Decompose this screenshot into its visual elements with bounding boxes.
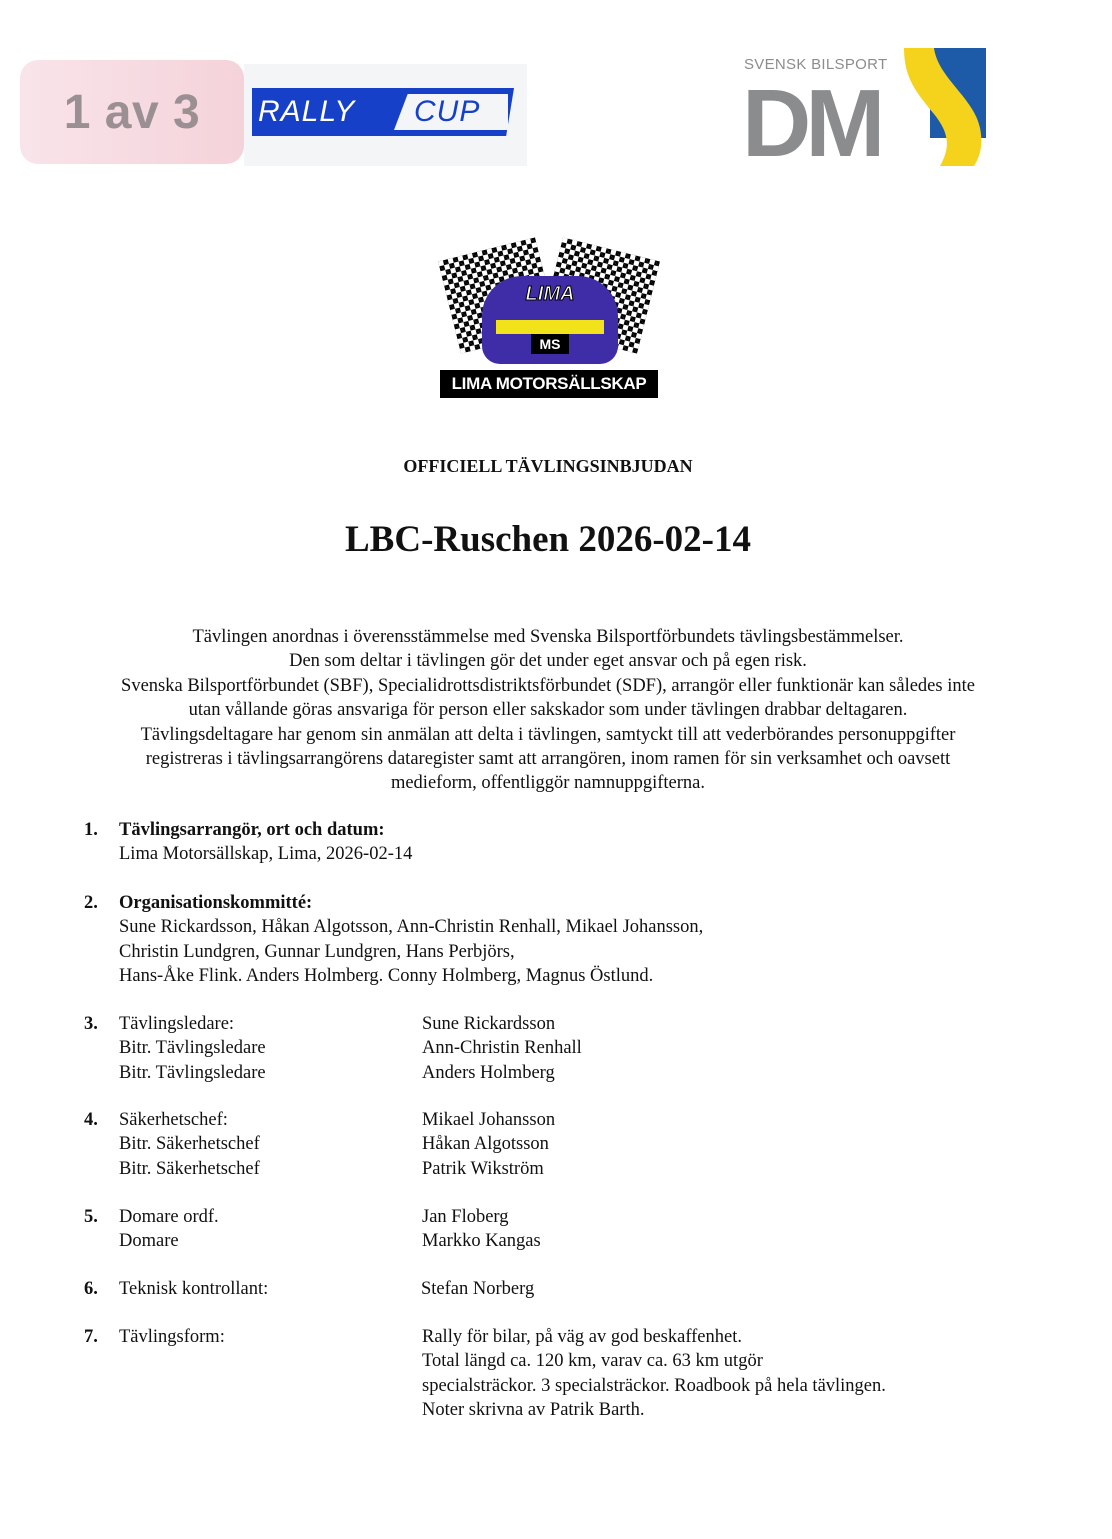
document-kicker: OFFICIELL TÄVLINGSINBJUDAN [403, 456, 693, 476]
section-number: 6. [84, 1279, 98, 1299]
section-3 [84, 1012, 984, 1087]
section-5 [84, 1205, 984, 1255]
section-number: 7. [84, 1327, 98, 1347]
role-value: Ann-Christin Renhall [422, 1038, 582, 1059]
role-value: Stefan Norberg [421, 1279, 535, 1299]
section-line: Sune Rickardsson, Håkan Algotsson, Ann-Christin Renhall, Mikael Johansson, [119, 917, 704, 938]
rally-car-icon [482, 276, 618, 364]
role-value: Mikael Johansson [422, 1110, 556, 1130]
section-line: Lima Motorsällskap, Lima, 2026-02-14 [119, 844, 413, 865]
section-7 [84, 1325, 1044, 1425]
role-label: Domare [119, 1231, 179, 1252]
role-label: Tävlingsform: [119, 1327, 225, 1347]
section-line: specialsträckor. 3 specialsträckor. Roadbook på hela tävlingen. [422, 1375, 886, 1396]
rallycup-logo [244, 64, 527, 166]
svensk-bilsport-dm-logo [742, 48, 986, 177]
role-label: Bitr. Säkerhetschef [119, 1158, 260, 1179]
rallycup-word-cup: CUP [414, 95, 481, 128]
section-heading: Tävlingsarrangör, ort och datum: [119, 820, 385, 840]
intro-paragraph [40, 625, 1056, 796]
intro-line: utan vållande göras ansvariga för person eller sakskador som under tävlingen drabbar deltagaren. [188, 700, 908, 721]
section-1 [84, 818, 984, 868]
section-number: 3. [84, 1014, 98, 1034]
role-label: Domare ordf. [119, 1207, 219, 1227]
role-label: Bitr. Tävlingsledare [119, 1038, 266, 1059]
section-line: Rally för bilar, på väg av god beskaffenhet. [422, 1327, 742, 1347]
car-text: LIMA [525, 283, 575, 305]
car-stripe [496, 320, 604, 334]
intro-line: Svenska Bilsportförbundet (SBF), Specialidrottsdistriktsförbundet (SDF), arrangör eller funktionär kan således inte [121, 675, 975, 696]
section-line: Christin Lundgren, Gunnar Lundgren, Hans Perbjörs, [119, 941, 515, 962]
role-label: Säkerhetschef: [119, 1110, 228, 1130]
section-line: Total längd ca. 120 km, varav ca. 63 km utgör [422, 1351, 763, 1372]
car-badge: MS [531, 334, 569, 354]
intro-line: Den som deltar i tävlingen gör det under eget ansvar och på egen risk. [289, 651, 807, 672]
section-4 [84, 1108, 984, 1183]
dm-logo-letters: DM [742, 70, 880, 177]
role-value: Håkan Algotsson [422, 1134, 549, 1155]
document-title: LBC-Ruschen 2026-02-14 [345, 519, 751, 560]
dm-logo-swoosh-icon [894, 48, 986, 166]
section-heading: Organisationskommitté: [119, 893, 313, 913]
role-value: Jan Floberg [422, 1207, 509, 1227]
role-label: Tävlingsledare: [119, 1014, 235, 1034]
intro-line: registreras i tävlingsarrangörens dataregister samt att arrangören, inom ramen för sin verksamhet och oavsett [145, 749, 951, 770]
role-value: Anders Holmberg [422, 1062, 555, 1083]
intro-line: medieform, offentliggör namnuppgifterna. [390, 773, 706, 794]
intro-line: Tävlingen anordnas i överensstämmelse med Svenska Bilsportförbundets tävlingsbestämmelser. [192, 627, 904, 647]
section-number: 4. [84, 1110, 98, 1130]
dm-logo-caption: SVENSK BILSPORT [744, 56, 888, 73]
intro-line: Tävlingsdeltagare har genom sin anmälan att delta i tävlingen, samtyckt till att vederbörandes personuppgifter [140, 724, 956, 745]
role-label: Bitr. Säkerhetschef [119, 1134, 260, 1155]
section-number: 2. [84, 893, 98, 913]
role-label: Bitr. Tävlingsledare [119, 1062, 266, 1083]
role-value: Patrik Wikström [422, 1158, 544, 1179]
role-value: Sune Rickardsson [422, 1014, 556, 1034]
role-label: Teknisk kontrollant: [119, 1279, 269, 1299]
section-line: Noter skrivna av Patrik Barth. [422, 1400, 645, 1421]
section-6 [84, 1277, 984, 1303]
section-2 [84, 891, 984, 991]
section-number: 1. [84, 820, 98, 840]
section-line: Hans-Åke Flink. Anders Holmberg. Conny Holmberg, Magnus Östlund. [119, 966, 654, 987]
rallycup-word-rally: RALLY [258, 95, 356, 128]
role-value: Markko Kangas [422, 1231, 541, 1252]
page-indicator-text: 1 av 3 [63, 85, 201, 139]
lima-motorsallskap-logo [440, 240, 658, 400]
club-banner: LIMA MOTORSÄLLSKAP [440, 370, 658, 398]
page-indicator [20, 60, 244, 164]
section-number: 5. [84, 1207, 98, 1227]
